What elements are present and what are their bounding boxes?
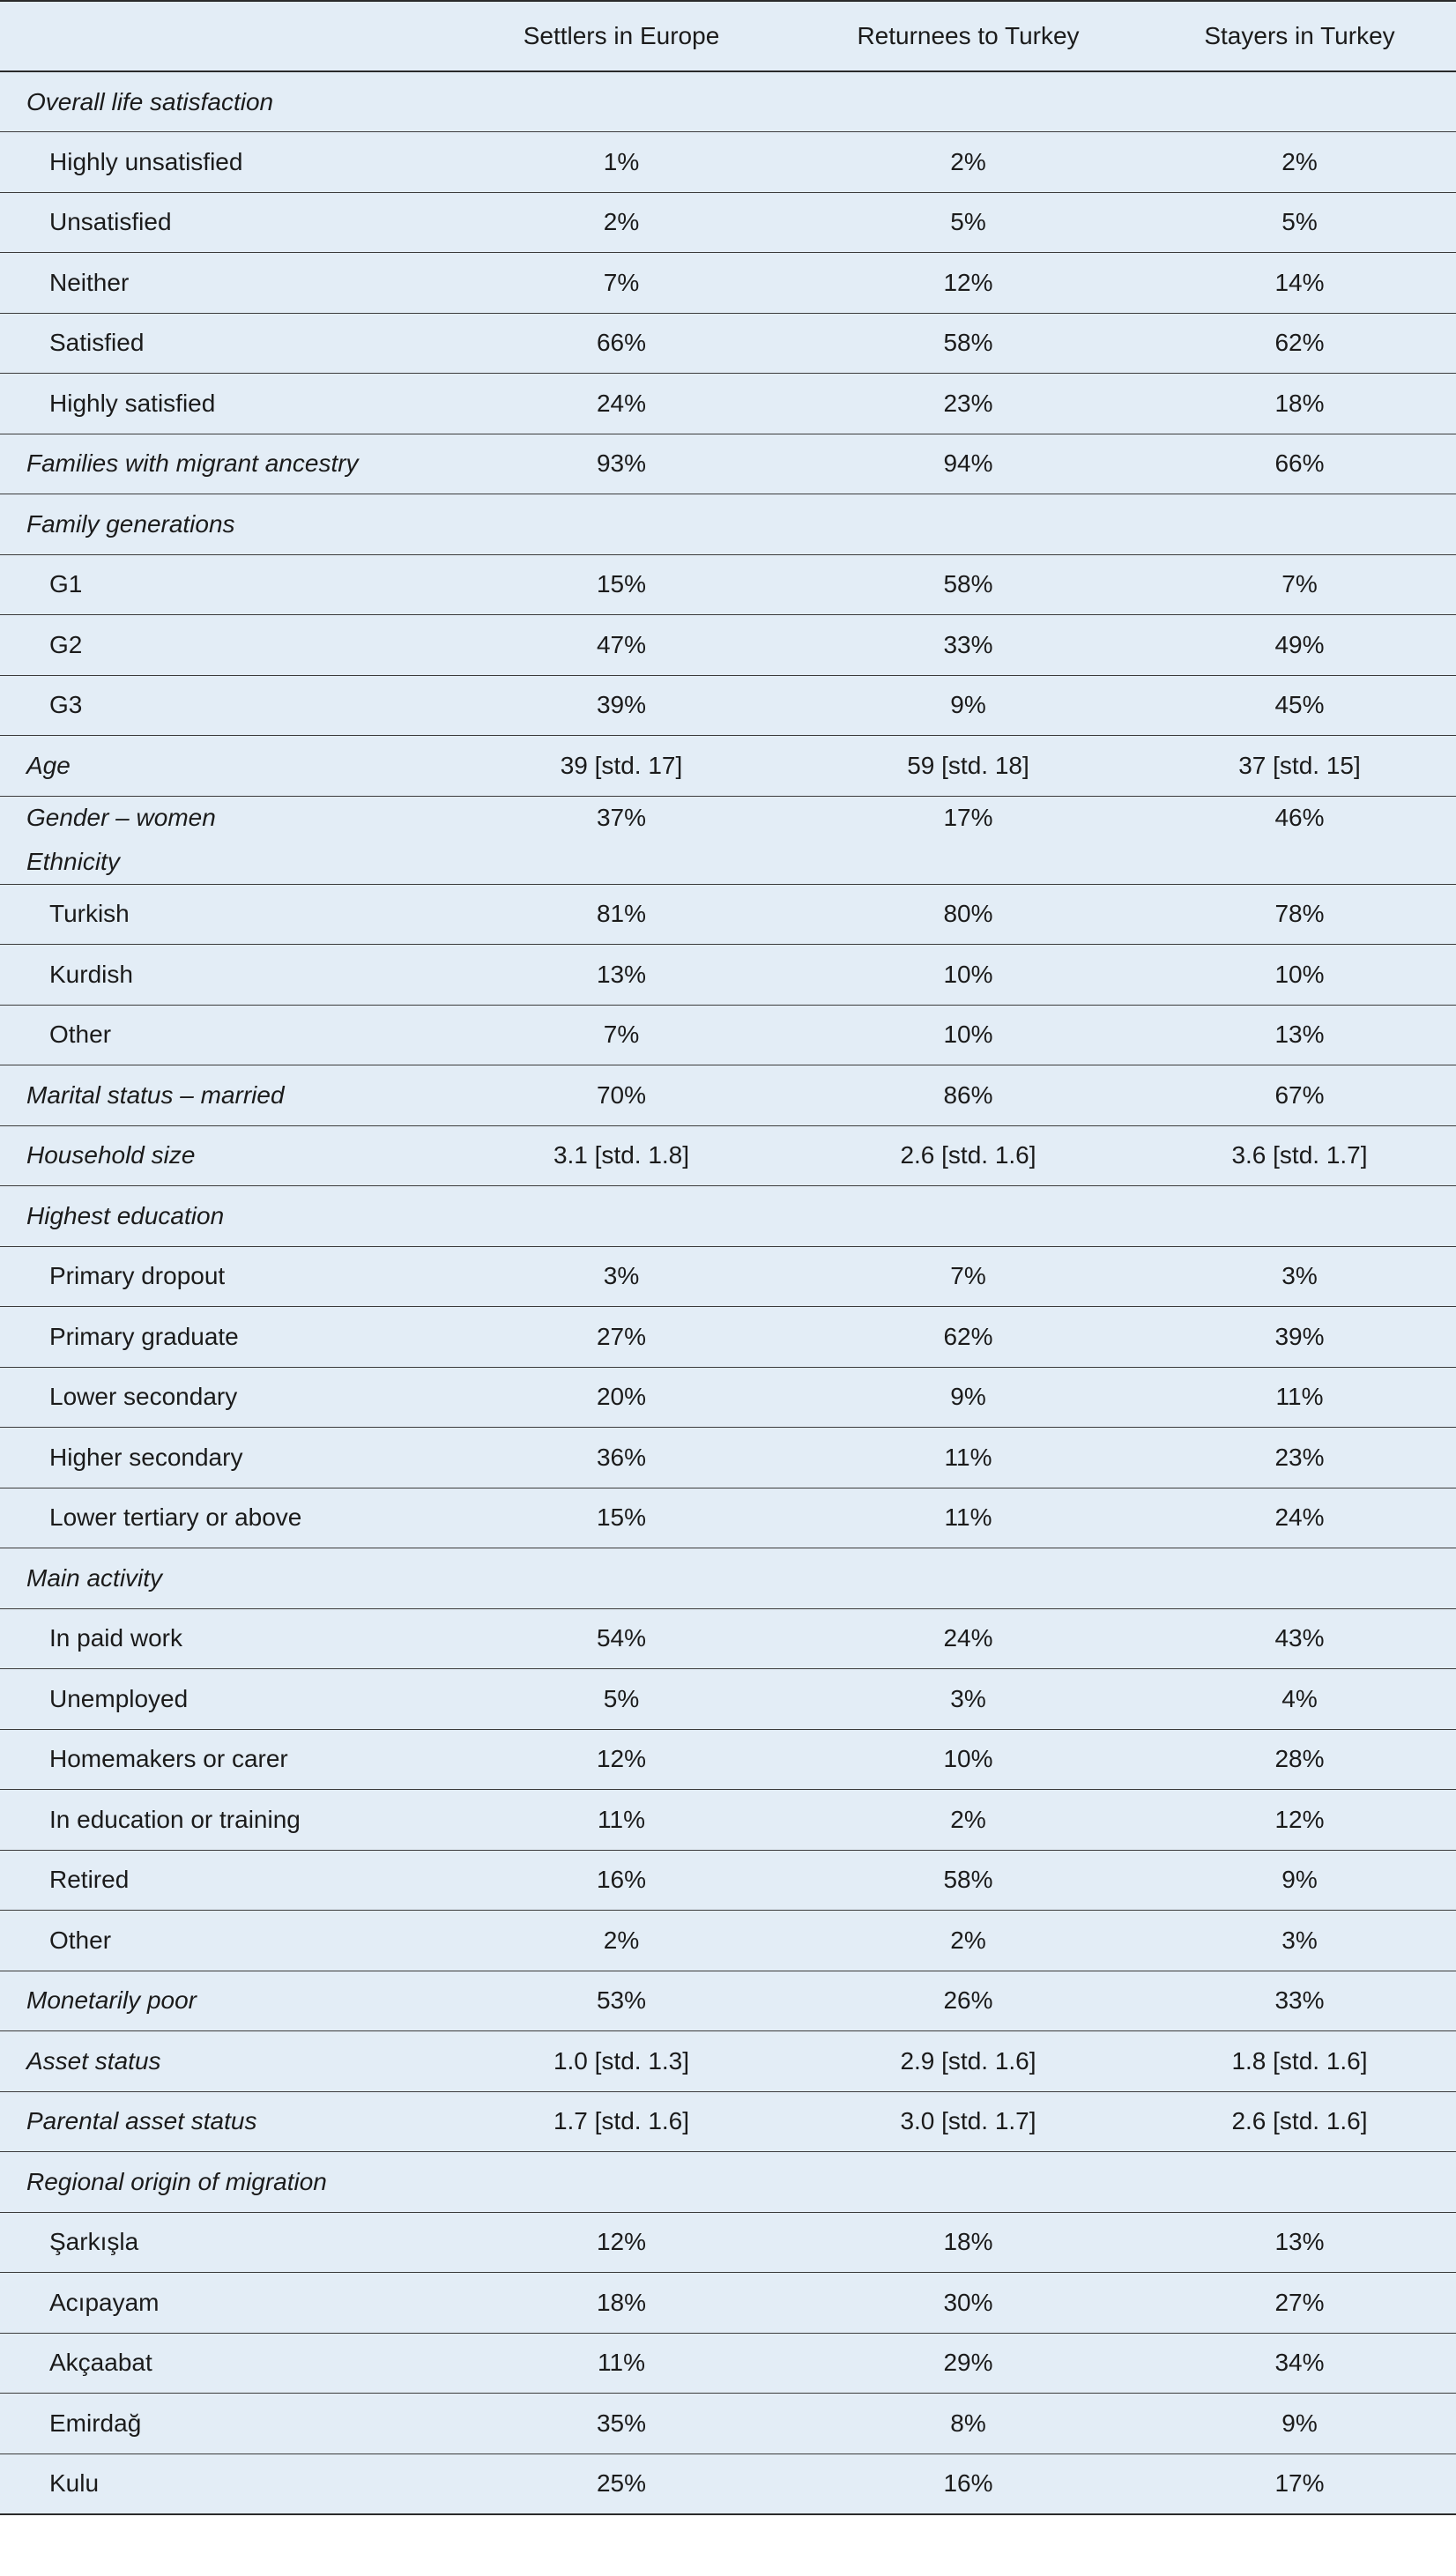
cell-stayers: 7% [1143,554,1456,615]
table-row [0,1608,1456,1669]
header-cell-stayers: Stayers in Turkey [1143,1,1456,71]
cell-settlers: 12% [449,2212,793,2273]
row-label: In education or training [0,1790,449,1851]
cell-settlers [449,1186,793,1247]
cell-returnees [793,2152,1143,2213]
cell-returnees [793,1548,1143,1609]
cell-settlers: 11% [449,1790,793,1851]
table-category-row [0,1186,1456,1247]
cell-stayers: 78% [1143,884,1456,945]
table-row [0,675,1456,736]
row-label: Gender – women [26,804,216,832]
cell-settlers: 39% [449,675,793,736]
cell-returnees: 17% [943,804,993,832]
cell-settlers: 37% [596,804,647,832]
row-label: G1 [0,554,449,615]
row-label: Şarkışla [0,2212,449,2273]
cell-stayers: 1.8 [std. 1.6] [1143,2031,1456,2092]
cell-returnees: 3.0 [std. 1.7] [793,2091,1143,2152]
cell-returnees: 62% [793,1307,1143,1368]
row-label: Marital status – married [0,1065,449,1126]
table-row [0,2273,1456,2334]
cell-returnees: 10% [793,945,1143,1006]
cell-stayers: 46% [1274,804,1325,832]
table-category-row [0,1125,1456,1186]
cell-stayers: 9% [1143,2394,1456,2454]
row-label: G2 [0,615,449,676]
cell-settlers: 7% [449,253,793,314]
row-label: Asset status [0,2031,449,2092]
table-row [0,1488,1456,1548]
row-label: Homemakers or carer [0,1729,449,1790]
cell-returnees: 24% [793,1608,1143,1669]
header-cell-settlers: Settlers in Europe [449,1,793,71]
cell-stayers: 66% [1143,434,1456,494]
cell-stayers: 37 [std. 15] [1143,736,1456,797]
cell-stayers: 49% [1143,615,1456,676]
cell-returnees: 94% [793,434,1143,494]
table-category-row [0,1971,1456,2031]
cell-returnees: 8% [793,2394,1143,2454]
cell-settlers: 3.1 [std. 1.8] [449,1125,793,1186]
table-row [0,945,1456,1006]
cell-settlers: 2% [449,192,793,253]
table-row [0,1729,1456,1790]
cell-settlers: 39 [std. 17] [449,736,793,797]
cell-stayers [1143,494,1456,555]
table-row [0,615,1456,676]
cell-stayers: 3% [1143,1246,1456,1307]
row-label: Lower secondary [0,1367,449,1428]
cell-returnees: 7% [793,1246,1143,1307]
cell-settlers: 13% [449,945,793,1006]
cell-settlers: 24% [449,374,793,434]
table-category-row [0,796,1456,840]
table-row [0,1005,1456,1065]
table-row [0,554,1456,615]
row-label: Regional origin of migration [0,2152,449,2213]
table-category-row [0,736,1456,797]
cell-settlers: 70% [449,1065,793,1126]
row-label: Acıpayam [0,2273,449,2334]
cell-settlers: 3% [449,1246,793,1307]
cell-stayers: 43% [1143,1608,1456,1669]
cell-returnees: 33% [793,615,1143,676]
table-row [0,1307,1456,1368]
cell-returnees [793,1186,1143,1247]
row-label: Parental asset status [0,2091,449,2152]
row-label: In paid work [0,1608,449,1669]
cell-returnees: 2% [793,132,1143,193]
table-row [0,192,1456,253]
cell-settlers: 7% [449,1005,793,1065]
cell-returnees: 9% [793,1367,1143,1428]
cell-stayers: 34% [1143,2333,1456,2394]
cell-returnees: 5% [793,192,1143,253]
row-label: Household size [0,1125,449,1186]
cell-stayers: 23% [1143,1428,1456,1488]
cell-stayers: 18% [1143,374,1456,434]
cell-settlers: 12% [449,1729,793,1790]
cell-stayers: 2.6 [std. 1.6] [1143,2091,1456,2152]
table-row [0,2454,1456,2514]
table-row [0,253,1456,314]
cell-returnees: 30% [793,2273,1143,2334]
row-label: Kurdish [0,945,449,1006]
cell-stayers: 10% [1143,945,1456,1006]
cell-stayers: 4% [1143,1669,1456,1730]
row-label: Family generations [0,494,449,555]
cell-settlers: 1% [449,132,793,193]
cell-stayers: 33% [1143,1971,1456,2031]
cell-returnees: 11% [793,1428,1143,1488]
cell-settlers: 11% [449,2333,793,2394]
cell-settlers: 5% [449,1669,793,1730]
table-row [0,1246,1456,1307]
cell-settlers: 18% [449,2273,793,2334]
cell-settlers [449,1548,793,1609]
table-category-row [0,434,1456,494]
header-cell-returnees: Returnees to Turkey [793,1,1143,71]
table-row [0,2212,1456,2273]
cell-stayers: 3.6 [std. 1.7] [1143,1125,1456,1186]
cell-returnees: 23% [793,374,1143,434]
row-label: Highly satisfied [0,374,449,434]
cell-settlers: 25% [449,2454,793,2514]
cell-stayers: 67% [1143,1065,1456,1126]
table-category-row [0,2091,1456,2152]
cell-returnees: 9% [793,675,1143,736]
cell-settlers: 20% [449,1367,793,1428]
row-label: Akçaabat [0,2333,449,2394]
cell-stayers: 9% [1143,1850,1456,1911]
cell-returnees: 2.6 [std. 1.6] [793,1125,1143,1186]
table-category-row [0,494,1456,555]
cell-settlers: 16% [449,1850,793,1911]
row-label: Families with migrant ancestry [0,434,449,494]
cell-stayers: 28% [1143,1729,1456,1790]
cell-returnees: 29% [793,2333,1143,2394]
table-category-row [0,1548,1456,1609]
table-row [0,313,1456,374]
cell-settlers: 93% [449,434,793,494]
row-label: G3 [0,675,449,736]
cell-stayers: 39% [1143,1307,1456,1368]
cell-returnees: 10% [793,1729,1143,1790]
cell-returnees [793,71,1143,132]
cell-stayers: 2% [1143,132,1456,193]
cell-stayers: 11% [1143,1367,1456,1428]
cell-stayers: 14% [1143,253,1456,314]
cell-returnees: 86% [793,1065,1143,1126]
cell-settlers [449,840,793,884]
cell-settlers: 15% [449,1488,793,1548]
cell-stayers [1143,2152,1456,2213]
cell-stayers: 13% [1143,1005,1456,1065]
table-row [0,1911,1456,1971]
row-label: Satisfied [0,313,449,374]
cell-settlers: 53% [449,1971,793,2031]
cell-stayers: 24% [1143,1488,1456,1548]
table-row [0,1850,1456,1911]
cell-settlers: 81% [449,884,793,945]
table-category-row [0,2031,1456,2092]
row-label: Primary graduate [0,1307,449,1368]
table-row [0,884,1456,945]
table-row [0,1367,1456,1428]
cell-stayers [1143,1186,1456,1247]
row-label: Kulu [0,2454,449,2514]
table-body [0,71,1456,2514]
cell-returnees: 16% [793,2454,1143,2514]
cell-stayers: 3% [1143,1911,1456,1971]
cell-stayers: 17% [1143,2454,1456,2514]
table-category-row [0,1065,1456,1126]
row-label: Main activity [0,1548,449,1609]
row-label: Age [0,736,449,797]
table-row [0,132,1456,193]
cell-returnees: 26% [793,1971,1143,2031]
row-label: Lower tertiary or above [0,1488,449,1548]
row-label: Neither [0,253,449,314]
cell-stayers [1143,1548,1456,1609]
row-label: Overall life satisfaction [0,71,449,132]
cell-settlers: 66% [449,313,793,374]
table-category-row [0,71,1456,132]
table-row [0,1669,1456,1730]
cell-settlers: 15% [449,554,793,615]
cell-stayers: 45% [1143,675,1456,736]
row-label: Highly unsatisfied [0,132,449,193]
row-label: Turkish [0,884,449,945]
cell-returnees: 59 [std. 18] [793,736,1143,797]
cell-stayers: 62% [1143,313,1456,374]
cell-returnees: 3% [793,1669,1143,1730]
cell-returnees [793,840,1143,884]
cell-stayers [1143,840,1456,884]
cell-settlers [449,71,793,132]
cell-returnees: 58% [793,313,1143,374]
cell-returnees: 2% [793,1790,1143,1851]
cell-stayers: 27% [1143,2273,1456,2334]
row-label: Emirdağ [0,2394,449,2454]
row-label: Higher secondary [0,1428,449,1488]
cell-settlers: 35% [449,2394,793,2454]
cell-settlers: 36% [449,1428,793,1488]
row-label: Unemployed [0,1669,449,1730]
cell-settlers: 27% [449,1307,793,1368]
cell-returnees: 11% [793,1488,1143,1548]
cell-stayers [1143,71,1456,132]
cell-settlers: 1.0 [std. 1.3] [449,2031,793,2092]
row-label: Retired [0,1850,449,1911]
cell-stayers: 5% [1143,192,1456,253]
cell-settlers: 1.7 [std. 1.6] [449,2091,793,2152]
row-label: Other [0,1005,449,1065]
header-cell-label [0,1,449,71]
cell-returnees: 18% [793,2212,1143,2273]
table-row [0,374,1456,434]
cell-settlers [449,494,793,555]
table-category-row [0,2152,1456,2213]
cell-returnees: 80% [793,884,1143,945]
cell-stayers: 12% [1143,1790,1456,1851]
row-label: Unsatisfied [0,192,449,253]
cell-settlers: 47% [449,615,793,676]
table-row [0,2394,1456,2454]
cell-returnees: 58% [793,554,1143,615]
row-label: Monetarily poor [0,1971,449,2031]
cell-settlers [449,2152,793,2213]
row-label: Ethnicity [0,840,449,884]
cell-returnees: 58% [793,1850,1143,1911]
row-label: Primary dropout [0,1246,449,1307]
table-header-row [0,1,1456,71]
table-row [0,2333,1456,2394]
row-label: Other [0,1911,449,1971]
cell-stayers: 13% [1143,2212,1456,2273]
cell-returnees: 10% [793,1005,1143,1065]
table-row [0,1428,1456,1488]
cell-returnees [793,494,1143,555]
table-category-row [0,840,1456,884]
cell-settlers: 54% [449,1608,793,1669]
cell-returnees: 2.9 [std. 1.6] [793,2031,1143,2092]
row-label: Highest education [0,1186,449,1247]
cell-returnees: 12% [793,253,1143,314]
cell-returnees: 2% [793,1911,1143,1971]
table-row [0,1790,1456,1851]
cell-settlers: 2% [449,1911,793,1971]
